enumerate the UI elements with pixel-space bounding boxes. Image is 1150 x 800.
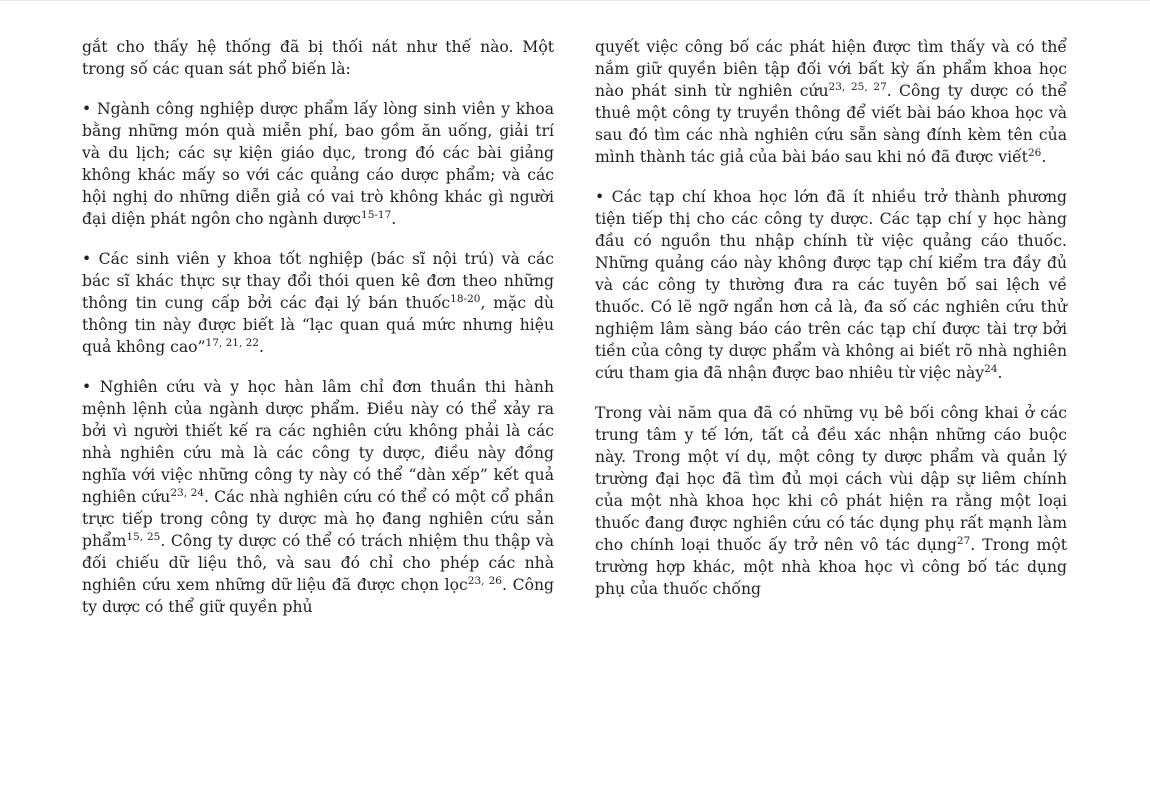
left-bullet-prescribing: • Các sinh viên y khoa tốt nghiệp (bác sĩ nội trú) và các bác sĩ khác thực sự thay đổi thói quen kê đơn theo những thông tin cung cấp bởi các đại lý bán thuốc$^{18-20}$, mặc dù thông tin này được biết là “lạc quan quá mức nhưng hiệu quả không cao”$^{17, 21, 22}$. xyxy=(82,250,554,356)
left-bullet-research: • Nghiên cứu và y học hàn lâm chỉ đơn thuần thi hành mệnh lệnh của ngành dược phẩm. Điều này có thể xảy ra bởi vì người thiết kế ra các nghiên cứu không phải là các nhà nghiên cứu mà là các công ty dược, điều này đồng nghĩa với việc những công ty này có thể “dàn xếp” kết quả nghiên cứu$^{23, 24}$. Các nhà nghiên cứu có thể có một cổ phần trực tiếp trong công ty dược mà họ đang nghiên cứu sản phẩm$^{15, 25}$. Công ty dược có thể có trách nhiệm thu thập và đối chiếu dữ liệu thô, và sau đó chỉ cho phép các nhà nghiên cứu xem những dữ liệu đã được chọn lọc$^{23, 26}$. Công ty dược có thể giữ quyền phủ xyxy=(82,378,554,616)
citation-ref: 23, 26 xyxy=(467,575,502,587)
citation-ref: 17, 21, 22 xyxy=(205,337,259,349)
right-paragraph-publication: quyết việc công bố các phát hiện được tìm thấy và có thể nắm giữ quyền biên tập đối với bất kỳ ấn phẩm khoa học nào phát sinh từ nghiên cứu$^{23, 25, 27}$. Công ty dược có thể thuê một công ty truyền thông để viết bài báo khoa học và sau đó tìm các nhà nghiên cứu sẵn sàng đính kèm tên của mình thành tác giả của bài báo sau khi nó đã được viết$^{26}$. xyxy=(595,38,1067,166)
page-top-border xyxy=(0,0,1150,1)
citation-ref: 26 xyxy=(1027,147,1042,159)
right-bullet-journals: • Các tạp chí khoa học lớn đã ít nhiều trở thành phương tiện tiếp thị cho các công ty dược. Các tạp chí y học hàng đầu có nguồn thu nhập chính từ việc quảng cáo thuốc. Những quảng cáo này không được tạp chí kiểm tra đầy đủ và các công ty thường đưa ra các tuyên bố sai lệch về thuốc. Có lẽ ngỡ ngẩn hơn cả là, đa số các nghiên cứu thử nghiệm lâm sàng báo cáo trên các tạp chí được tài trợ bởi tiền của công ty dược phẩm và không ai biết rõ nhà nghiên cứu tham gia đã nhận được bao nhiêu từ việc này$^{24}$. xyxy=(595,188,1067,382)
left-column xyxy=(82,36,554,636)
citation-ref: 23, 25, 27 xyxy=(828,81,887,93)
citation-ref: 27 xyxy=(956,535,971,547)
left-bullet-gifts: • Ngành công nghiệp dược phẩm lấy lòng sinh viên y khoa bằng những món quà miễn phí, bao gồm ăn uống, giải trí và du lịch; các sự kiện giáo dục, trong đó các bài giảng không khác mấy so với các quảng cáo dược phẩm; và các hội nghị do những diễn giả có vai trò không khác gì người đại diện phát ngôn cho ngành dược$^{15-17}$. xyxy=(82,100,554,228)
citation-ref: 23, 24 xyxy=(170,487,205,499)
citation-ref: 24 xyxy=(984,363,998,375)
citation-ref: 15-17 xyxy=(361,209,392,221)
right-paragraph-scandals: Trong vài năm qua đã có những vụ bê bối công khai ở các trung tâm y tế lớn, tất cả đều xác nhận những cáo buộc này. Trong một ví dụ, một công ty dược phẩm và quản lý trường đại học đã tìm đủ mọi cách vùi dập sự liêm chính của một nhà khoa học khi cô phát hiện ra rằng một loại thuốc đang được nghiên cứu có tác dụng phụ rất mạnh làm cho chính loại thuốc ấy trở nên vô tác dụng$^{27}$. Trong một trường hợp khác, một nhà khoa học vì công bố tác dụng phụ của thuốc chống xyxy=(595,404,1067,598)
left-paragraph-intro: gắt cho thấy hệ thống đã bị thối nát như thế nào. Một trong số các quan sát phổ biến là: xyxy=(82,38,554,78)
citation-ref: 18-20 xyxy=(450,293,481,305)
right-column xyxy=(595,36,1067,618)
citation-ref: 15, 25 xyxy=(126,531,161,543)
